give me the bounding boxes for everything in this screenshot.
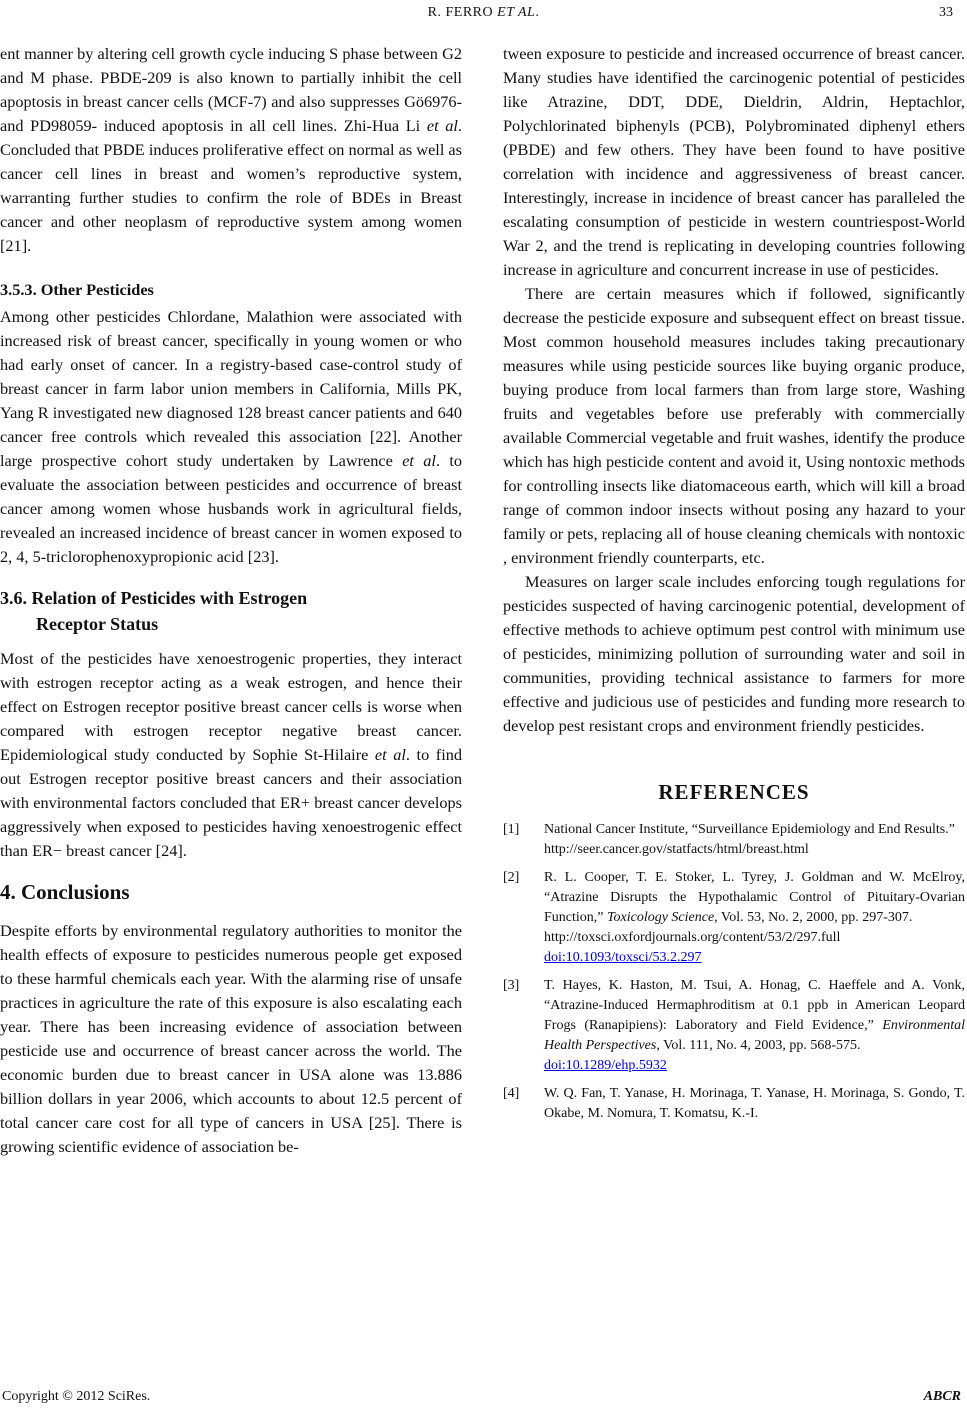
reference-text: National Cancer Institute, “Surveillance Epidemiology and End Results.” http://seer.cancer.gov/statfacts/html/breast.html <box>544 820 965 860</box>
reference-item <box>503 868 965 968</box>
paragraph: Among other pesticides Chlordane, Malathion were associated with increased risk of breast cancer, specifically in young women or who had early onset of cancer. In a registry-based case-control study of breast cancer in farm labor union members in California, Mills PK, Yang R investigated new diagnosed 128 breast cancer patients and 640 cancer free controls which revealed this association [22]. Another large prospective cohort study undertaken by Lawrence et al. to evaluate the association between pesticides and occurrence of breast cancer among women whose husbands work in agricultural fields, revealed an increased incidence of breast cancer in women exposed to 2, 4, 5-triclorophenoxypropionic acid [23]. <box>0 307 462 566</box>
paragraph: Most of the pesticides have xenoestrogenic properties, they interact with estrogen receptor acting as a weak estrogen, and hence their effect on Estrogen receptor positive breast cancer cells is worse when compared with estrogen receptor negative breast cancer. Epidemiological study conducted by Sophie St-Hilaire et al. to find out Estrogen receptor positive breast cancers and their association with environmental factors concluded that ER+ breast cancer develops aggressively when exposed to pesticides having xenoestrogenic effect than ER− breast cancer [24]. <box>0 649 463 860</box>
section-heading-conclusions: 4. Conclusions <box>0 880 130 904</box>
page-footer <box>0 1389 967 1409</box>
section-heading-3-6: 3.6. Relation of Pesticides with Estrogen Receptor Status <box>0 588 308 634</box>
left-column <box>0 42 462 1159</box>
running-header <box>0 0 967 30</box>
references-heading: REFERENCES <box>658 780 810 804</box>
paragraph: tween exposure to pesticide and increased occurrence of breast cancer. Many studies have identified the carcinogenic potential of pesticides like Atrazine, DDT, DDE, Dieldrin, Aldrin, Heptachlor, Polychlorinated biphenyls (PCB), Polybrominated diphenyl ethers (PBDE) and few others. They have been found to have positive correlation with incidence and aggressiveness of breast cancer. Interestingly, increase in incidence of breast cancer has paralleled the escalating consumption of pesticide in western countriespost-World War 2, and the trend is replicating in developing countries following increase in agriculture and concurrent increase in use of pesticides. <box>503 44 965 279</box>
reference-number: [4] <box>503 1086 520 1101</box>
paragraph: Despite efforts by environmental regulatory authorities to monitor the health effects of exposure to pesticides numerous people get exposed to these harmful chemicals each year. With the alarming rise of unsafe practices in agriculture the rate of this exposure is also escalating each year. There has been increasing evidence of association between pesticide use and occurrence of breast cancer across the world. The economic burden due to breast cancer in USA alone was 13.886 billion dollars in year 2006, which accounts to about 12.5 percent of total cancer care cost for all type of cancers in USA [25]. There is growing scientific evidence of association be- <box>0 921 462 1156</box>
doi-link[interactable]: doi:10.1289/ehp.5932 <box>544 1058 667 1073</box>
paragraph: ent manner by altering cell growth cycle inducing S phase between G2 and M phase. PBDE-209 is also known to partially inhibit the cell apoptosis in breast cancer cells (MCF-7) and also suppresses Gö6976- and PD98059- induced apoptosis in all cell lines. Zhi-Hua Li et al. Concluded that PBDE induces proliferative effect on normal as well as cancer cell lines in breast and women’s reproductive system, warranting further studies to confirm the role of BDEs in Breast cancer and other neoplasm of reproductive system among women [21]. <box>0 44 462 255</box>
reference-item <box>503 1084 965 1124</box>
reference-text: W. Q. Fan, T. Yanase, H. Morinaga, T. Yanase, H. Morinaga, S. Gondo, T. Okabe, M. Nomura, T. Komatsu, K.-I. <box>544 1086 965 1121</box>
reference-number: [2] <box>503 870 520 885</box>
paragraph: Measures on larger scale includes enforcing tough regulations for pesticides suspected of having carcinogenic potential, development of effective methods to achieve optimum pest control with minimum use of pesticides, minimizing pollution of surrounding water and soil in communities, providing technical assistance to farmers for more effective and judicious use of pesticides and funding more research to develop pest resistant crops and environment friendly pesticides. <box>503 572 965 735</box>
reference-item <box>503 820 965 860</box>
reference-number: [3] <box>503 978 520 993</box>
reference-number: [1] <box>503 822 520 837</box>
reference-url: http://toxsci.oxfordjournals.org/content/53/2/297.full <box>544 930 841 945</box>
reference-text: R. L. Cooper, T. E. Stoker, L. Tyrey, J. Goldman and W. McElroy, “Atrazine Disrupts the Hypothalamic Control of Pituitary-Ovarian Function,” Toxicology Science, Vol. 53, No. 2, 2000, pp. 297-307. http://toxsci.oxfordjournals.org/content/53/2/297.full doi:10.1093/toxsci/53.2.297 <box>544 868 965 968</box>
running-title: R. FERRO ET AL. <box>427 5 540 20</box>
journal-abbreviation: ABCR <box>923 1389 961 1404</box>
doi-link[interactable]: doi:10.1093/toxsci/53.2.297 <box>544 950 702 965</box>
reference-item <box>503 976 965 1076</box>
reference-url: http://seer.cancer.gov/statfacts/html/breast.html <box>544 842 809 857</box>
reference-text: T. Hayes, K. Haston, M. Tsui, A. Honag, C. Haeffele and A. Vonk, “Atrazine-Induced Hermaphroditism at 0.1 ppb in American Leopard Frogs (Ranapipiens): Laboratory and Field Evidence,” Environmental Health Perspectives, Vol. 111, No. 4, 2003, pp. 568-575. doi:10.1289/ehp.5932 <box>544 976 965 1076</box>
section-heading-3-5-3: 3.5.3. Other Pesticides <box>0 280 154 299</box>
copyright-notice: Copyright © 2012 SciRes. <box>2 1389 151 1404</box>
paragraph: There are certain measures which if followed, significantly decrease the pesticide exposure and subsequent effect on breast tissue. Most common household measures includes taking precautionary measures while using pesticide sources like buying organic produce, buying produce from local farmers than from large store, Washing fruits and vegetables before use preferably with commercially available Commercial vegetable and fruit washes, identify the produce which has high pesticide content and avoid it, Using nontoxic methods for controlling insects like diatomaceous earth, which will kill a broad range of common indoor insects without posing any hazard to your family or pets, replacing all of house cleaning chemicals with nontoxic , environment friendly counterparts, etc. <box>503 284 965 567</box>
page-number: 33 <box>939 5 953 20</box>
right-column <box>503 42 965 1132</box>
